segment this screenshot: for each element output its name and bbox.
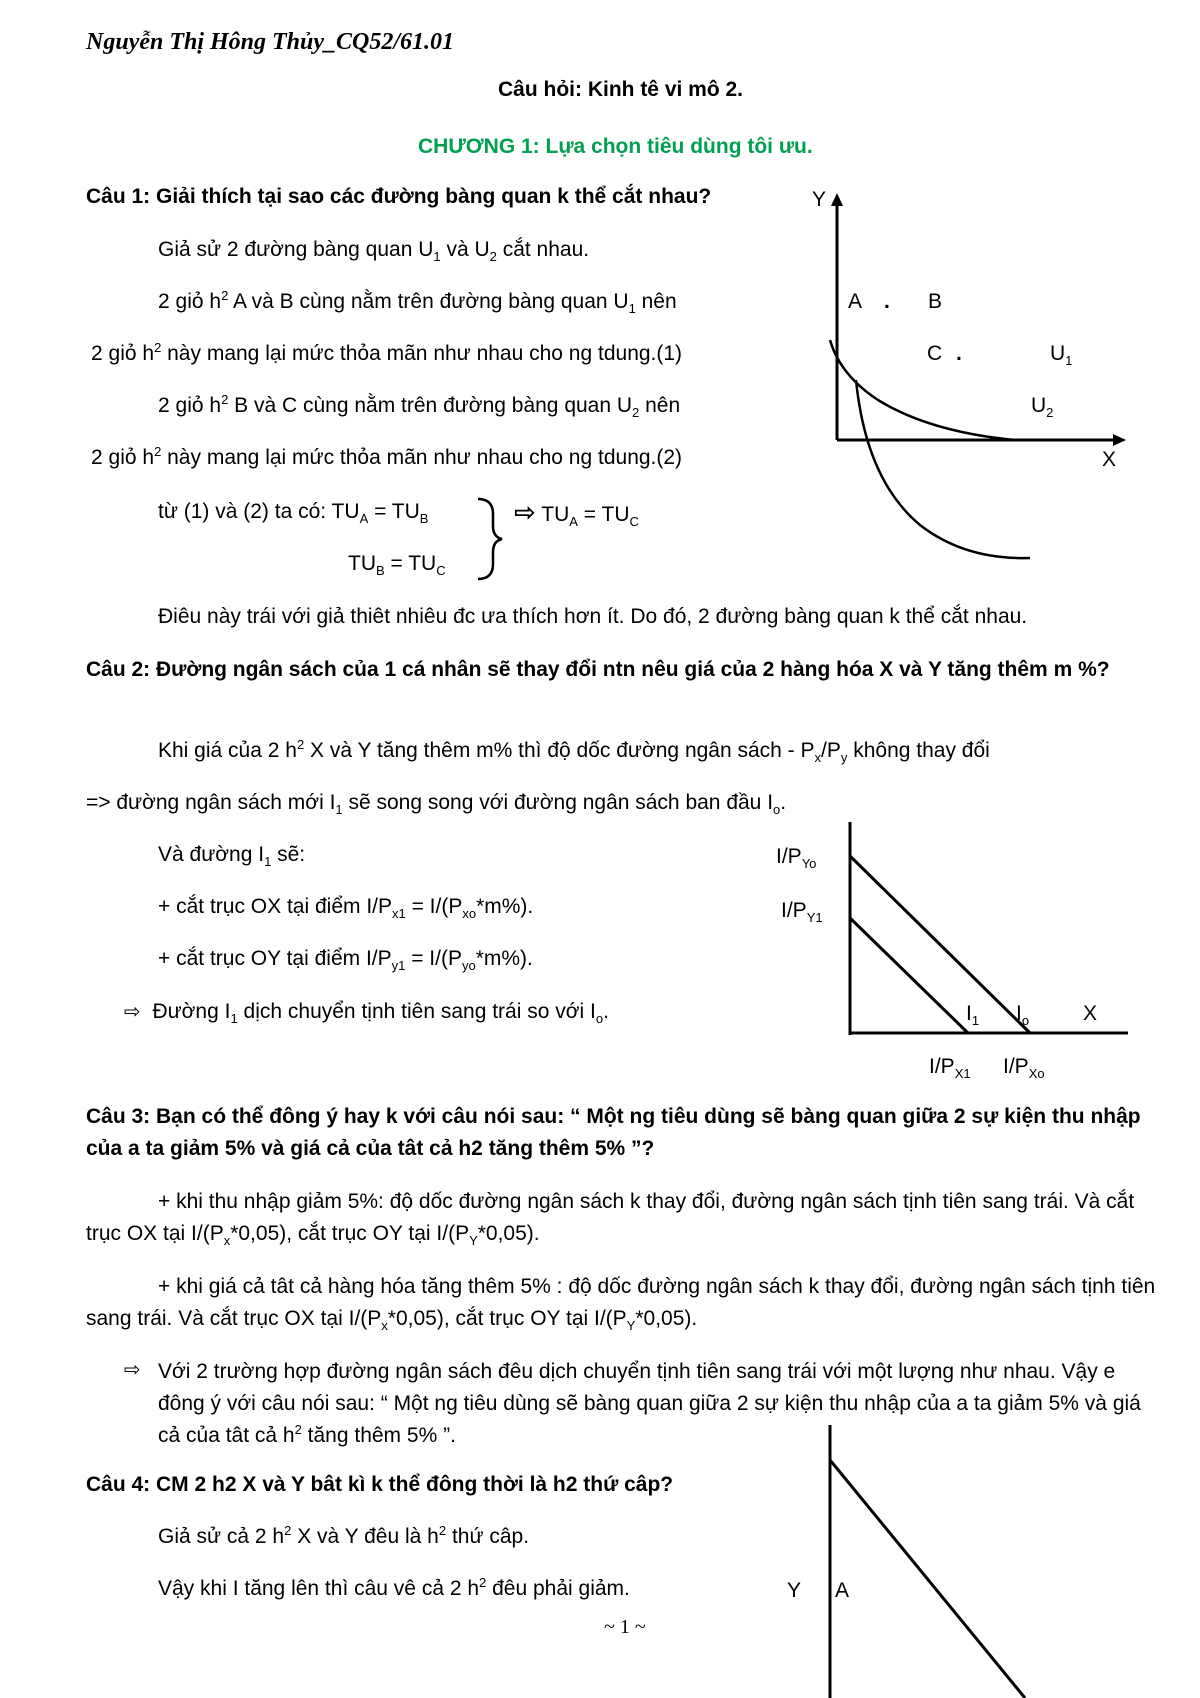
bullet-arrow-icon: ⇨ xyxy=(124,1001,141,1023)
q1-equation-1: từ (1) và (2) ta có: $TU_A = TU_B$ xyxy=(158,500,429,527)
ipxo-label: $I/P_{Xo}$ xyxy=(1003,1055,1045,1082)
q4-line-2: Vậy khi I tăng lên thì câu vê cả 2 $h^2$ đêu phải giảm. xyxy=(158,1575,630,1600)
q2-line-3: Và đường $I_1$ sẽ: xyxy=(158,843,306,870)
budget-line xyxy=(830,1460,1025,1698)
bullet-arrow-icon: ⇨ xyxy=(124,1359,141,1381)
point-c-dot: . xyxy=(956,342,962,365)
question-4: Câu 4: CM 2 h2 X và Y bât kì k thể đông thời là h2 thứ câp? xyxy=(86,1473,674,1496)
q1-line-2: 2 giỏ $h^2$ A và B cùng nằm trên đường bàng quan $U_1$ nên xyxy=(158,288,677,317)
chapter-heading: CHƯƠNG 1: Lựa chọn tiêu dùng tôi ưu. xyxy=(418,135,813,158)
i1-label: $I_1$ xyxy=(966,1002,980,1029)
point-b-label: B xyxy=(928,290,943,313)
q3-paragraph-1: + khi thu nhập giảm 5%: độ dốc đường ngân sách k thay đổi, đường ngân sách tịnh tiên sang trái. Và cắt trục OX tại $I/(P_x*0,05)$, cắt trục OY tại $I/(P_Y*0,05)$. xyxy=(86,1190,1135,1249)
question-2: Câu 2: Đường ngân sách của 1 cá nhân sẽ thay đổi ntn nêu giá của 2 hàng hóa X và Y tăng thêm m %? xyxy=(86,658,1110,681)
u2-label: $U_2$ xyxy=(1031,394,1054,421)
point-a-dot: . xyxy=(884,290,890,313)
graph4-y-label: Y xyxy=(787,1579,802,1602)
q2-line-2: => đường ngân sách mới $I_1$ sẽ song song với đường ngân sách ban đầu $I_o$. xyxy=(86,791,787,818)
ipy1-label: $I/P_{Y1}$ xyxy=(781,899,823,926)
q2-line-5: + cắt trục OY tại điểm $I/P_{y1} = I/(P_{yo}*m\%)$. xyxy=(158,947,533,974)
q1-line-3: 2 giỏ $h^2$ này mang lại mức thỏa mãn như nhau cho ng tdung.(1) xyxy=(91,340,683,365)
io-label: $I_o$ xyxy=(1016,1002,1030,1029)
point-a-label: A xyxy=(848,290,863,313)
page-number: ~ 1 ~ xyxy=(604,1616,646,1638)
graph4-point-a: A xyxy=(835,1579,850,1602)
question-1: Câu 1: Giải thích tại sao các đường bàng quan k thể cắt nhau? xyxy=(86,185,712,208)
q1-result: ⇨ $TU_A = TU_C$ xyxy=(514,497,639,530)
q1-line-4: 2 giỏ $h^2$ B và C cùng nằm trên đường bàng quan $U_2$ nên xyxy=(158,392,681,421)
ipyo-label: $I/P_{Yo}$ xyxy=(776,845,817,872)
q3-paragraph-2: + khi giá cả tât cả hàng hóa tăng thêm 5% : độ dốc đường ngân sách k thay đổi, đường ngân sách tịnh tiên sang trái. Và cắt trục OX tại $I/(P_x*0,05)$, cắt trục OY tại $I/(P_Y*0,05)$. xyxy=(86,1275,1156,1334)
q2-line-6: ⇨ Đường $I_1$ dịch chuyển tịnh tiên sang trái so với $I_o$. xyxy=(124,1000,609,1027)
graph1-x-label: X xyxy=(1102,448,1117,471)
graph2-x-label: X xyxy=(1083,1002,1098,1025)
q1-equation-2: $TU_B = TU_C$ xyxy=(348,552,446,579)
q4-line-1: Giả sử cả 2 $h^2$ X và Y đêu là $h^2$ thứ câp. xyxy=(158,1523,530,1548)
q3-paragraph-3: Với 2 trường hợp đường ngân sách đêu dịch chuyển tịnh tiên sang trái với một lượng như nhau. Vậy e đông ý với câu nói sau: “ Một ng tiêu dùng sẽ bàng quan giữa 2 sự kiện thu nhập của a ta giảm 5% và giá cả của tât cả $h^2$ tăng thêm 5% ”. xyxy=(158,1360,1141,1447)
author-header: Nguyễn Thị Hông Thủy_CQ52/61.01 xyxy=(86,29,455,55)
q2-line-4: + cắt trục OX tại điểm $I/P_{x1} = I/(P_{xo}*m\%)$. xyxy=(158,895,534,922)
q1-conclusion: Điêu này trái với giả thiêt nhiêu đc ưa thích hơn ít. Do đó, 2 đường bàng quan k thể cắt nhau. xyxy=(158,605,1028,628)
implies-arrow-icon: ⇨ xyxy=(514,497,536,527)
q1-line-1: Giả sử 2 đường bàng quan $U_1$ và $U_2$ cắt nhau. xyxy=(158,238,590,265)
ipx1-label: $I/P_{X1}$ xyxy=(929,1055,971,1082)
question-3: Câu 3: Bạn có thể đông ý hay k với câu nói sau: “ Một ng tiêu dùng sẽ bàng quan giữa 2 sự kiện thu nhập của a ta giảm 5% và giá cả của tât cả h2 tăng thêm 5% ”? xyxy=(86,1105,1141,1160)
q1-line-5: 2 giỏ $h^2$ này mang lại mức thỏa mãn như nhau cho ng tdung.(2) xyxy=(91,444,683,469)
doc-title: Câu hỏi: Kinh tê vi mô 2. xyxy=(498,78,744,101)
graph1-y-label: Y xyxy=(812,188,827,211)
u1-label: $U_1$ xyxy=(1050,342,1073,369)
q2-line-1: Khi giá của 2 $h^2$ X và Y tăng thêm m% thì độ dốc đường ngân sách - $P_x/P_y$ không thay đổi xyxy=(158,737,990,766)
point-c-label: C xyxy=(927,342,943,365)
